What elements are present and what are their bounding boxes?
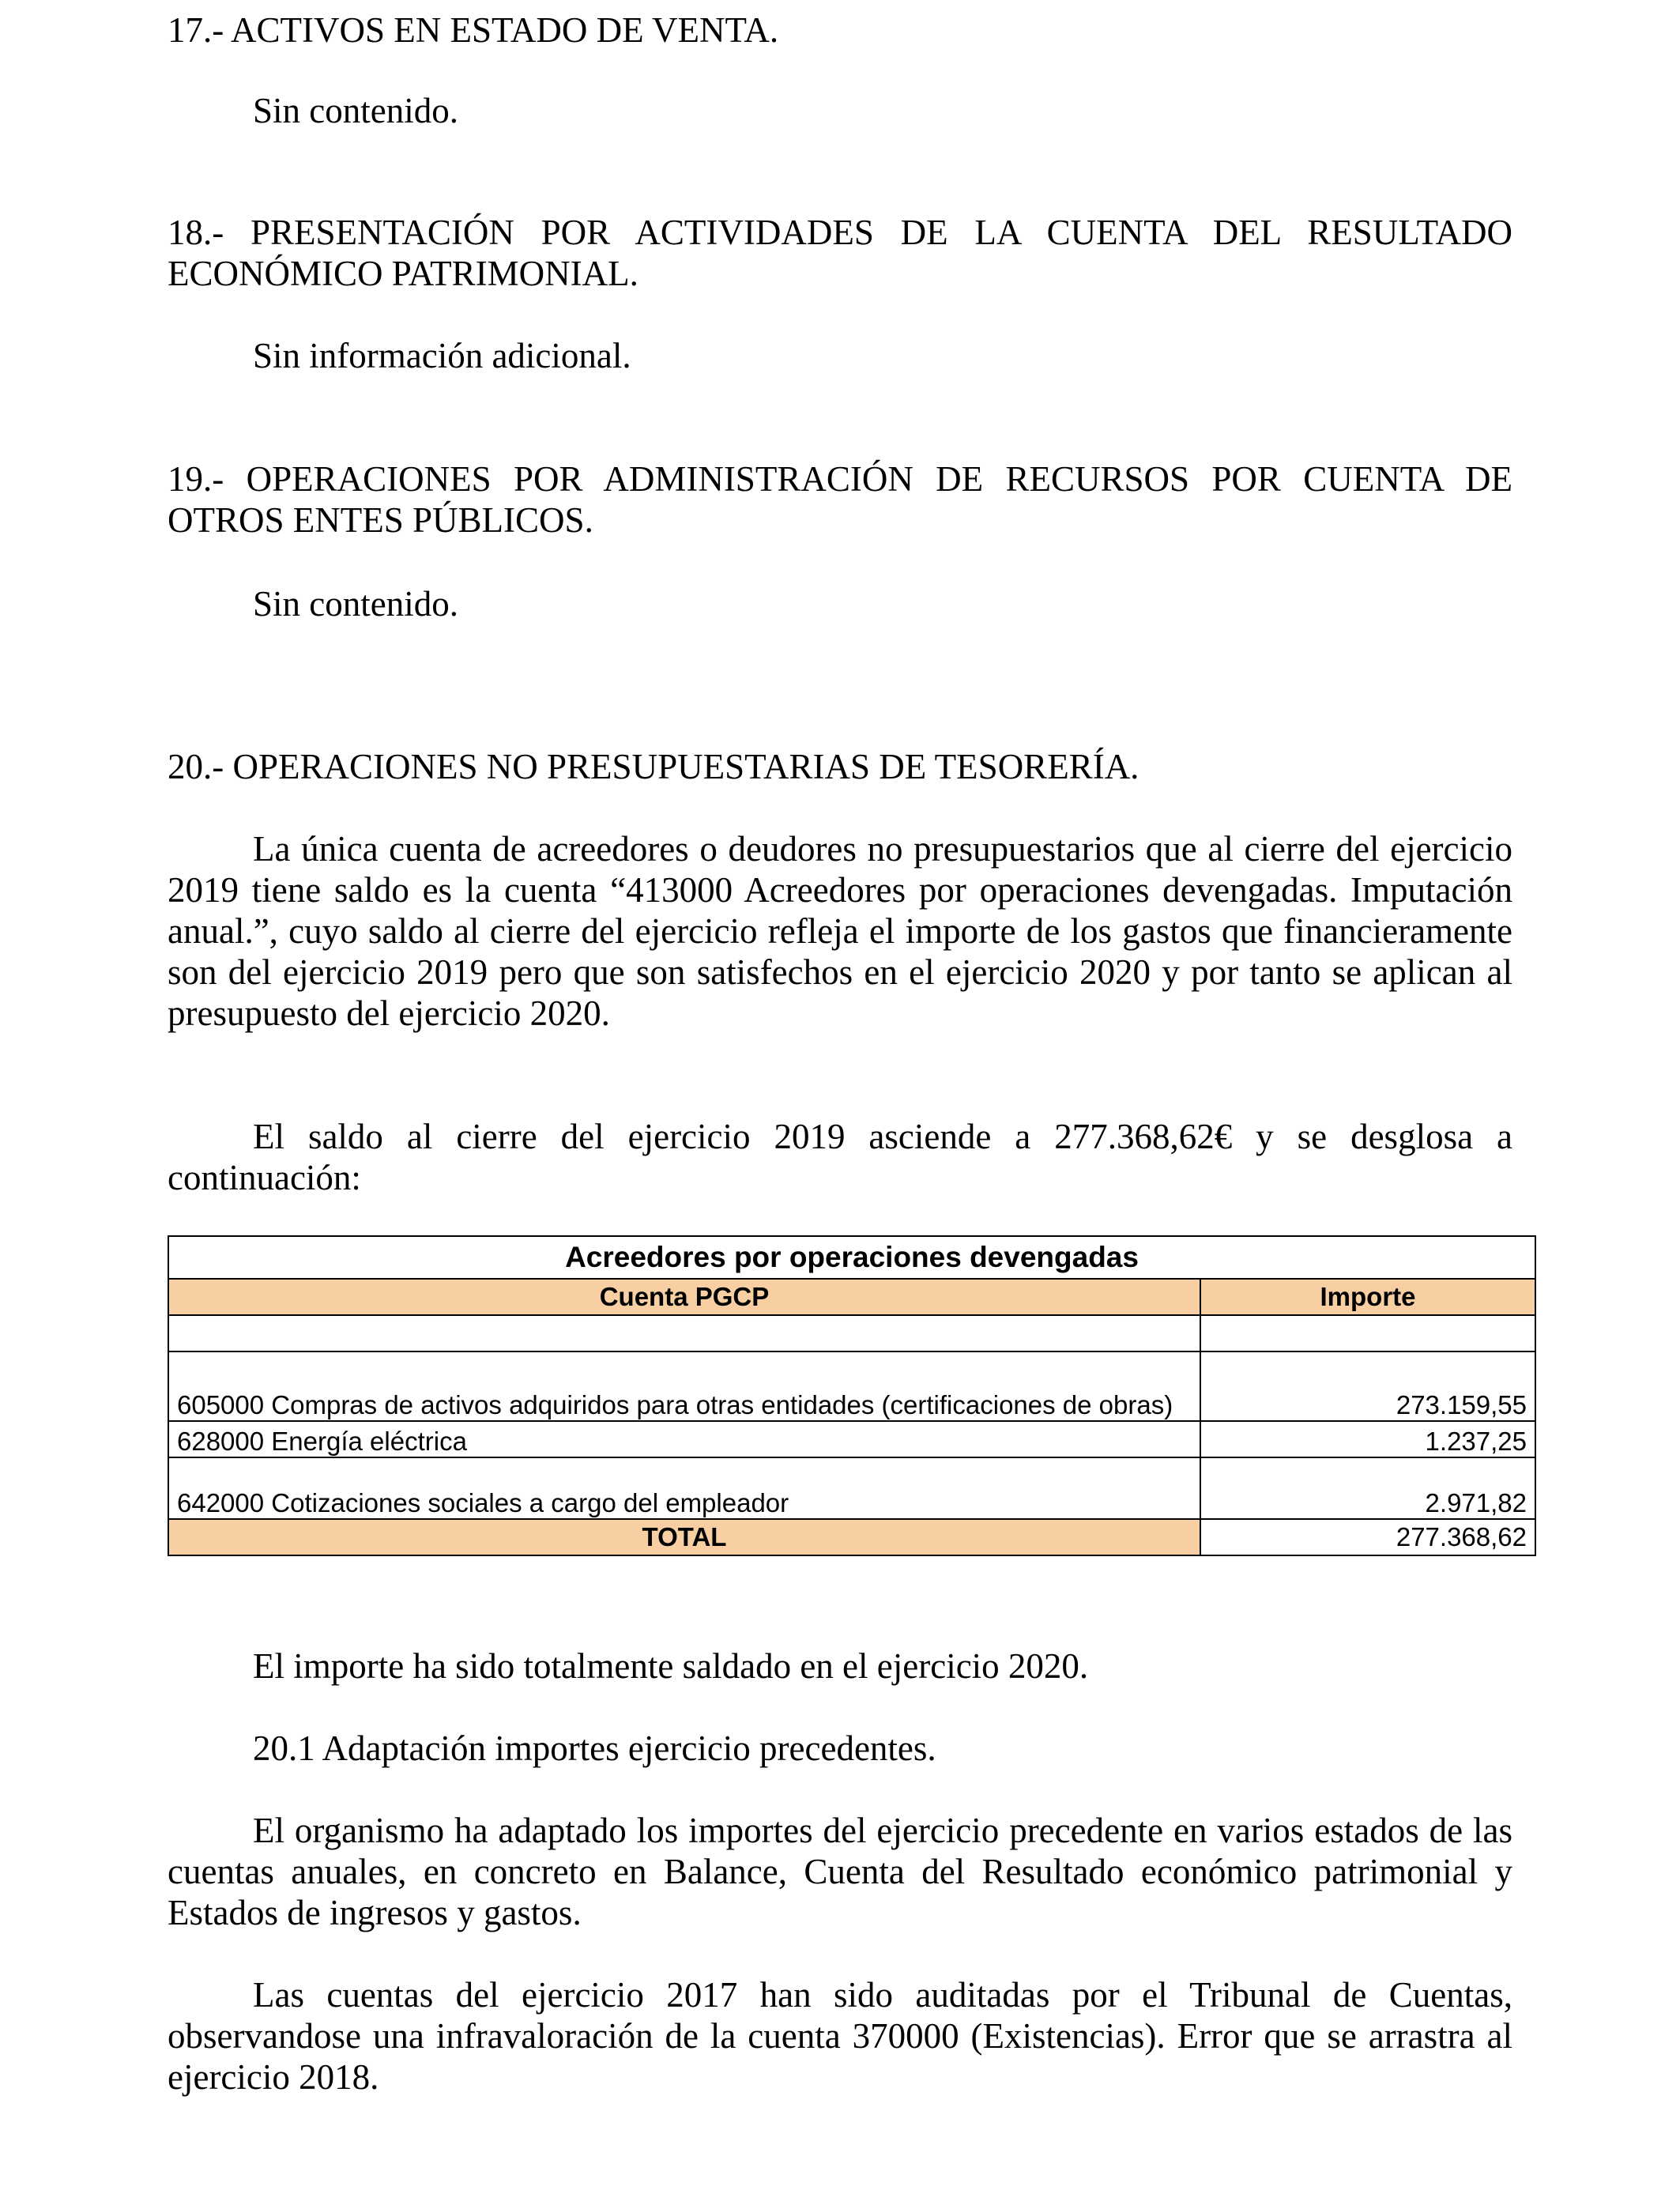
section-18-heading: 18.- PRESENTACIÓN POR ACTIVIDADES DE LA CUENTA DEL RESULTADO ECONÓMICO PATRIMONIAL. bbox=[168, 213, 1512, 293]
table-row bbox=[168, 1351, 1535, 1421]
section-19-body: Sin contenido. bbox=[253, 584, 458, 624]
section-20-heading: 20.- OPERACIONES NO PRESUPUESTARIAS DE TESORERÍA. bbox=[168, 747, 1139, 786]
account-cell: 642000 Cotizaciones sociales a cargo del empleador bbox=[168, 1457, 1200, 1519]
column-header-account: Cuenta PGCP bbox=[168, 1279, 1200, 1315]
section-19-heading: 19.- OPERACIONES POR ADMINISTRACIÓN DE RECURSOS POR CUENTA DE OTROS ENTES PÚBLICOS. bbox=[168, 459, 1512, 540]
section-20-paragraph-3: El importe ha sido totalmente saldado en el ejercicio 2020. bbox=[253, 1646, 1089, 1686]
section-20-paragraph-1: La única cuenta de acreedores o deudores no presupuestarios que al cierre del ejercicio 2019 tiene saldo es la cuenta “413000 Acreedores por operaciones devengadas. Imputación anual.”, cuyo saldo al cierre del ejercicio refleja el importe de los gastos que financieramente son del ejercicio 2019 pero que son satisfechos en el ejercicio 2020 y por tanto se aplican al presupuesto del ejercicio 2020. bbox=[168, 829, 1512, 1033]
section-20-1-paragraph-2: Las cuentas del ejercicio 2017 han sido auditadas por el Tribunal de Cuentas, observandose una infravaloración de la cuenta 370000 (Existencias). Error que se arrastra al ejercicio 2018. bbox=[168, 1975, 1512, 2097]
section-17-body: Sin contenido. bbox=[253, 91, 458, 130]
section-17-heading: 17.- ACTIVOS EN ESTADO DE VENTA. bbox=[168, 10, 779, 50]
amount-cell: 2.971,82 bbox=[1200, 1457, 1535, 1519]
total-label: TOTAL bbox=[168, 1519, 1200, 1555]
amount-cell: 1.237,25 bbox=[1200, 1421, 1535, 1457]
table-title: Acreedores por operaciones devengadas bbox=[168, 1236, 1535, 1279]
account-cell: 628000 Energía eléctrica bbox=[168, 1421, 1200, 1457]
section-18-body: Sin información adicional. bbox=[253, 336, 631, 375]
section-20-1-paragraph-1: El organismo ha adaptado los importes del ejercicio precedente en varios estados de las cuentas anuales, en concreto en Balance, Cuenta del Resultado económico patrimonial y Estados de ingresos y gastos. bbox=[168, 1811, 1512, 1932]
amount-cell: 273.159,55 bbox=[1200, 1351, 1535, 1421]
section-20-paragraph-2: El saldo al cierre del ejercicio 2019 asciende a 277.368,62€ y se desglosa a continuación: bbox=[168, 1117, 1512, 1197]
creditors-table bbox=[168, 1235, 1536, 1556]
column-header-amount: Importe bbox=[1200, 1279, 1535, 1315]
table-total-row bbox=[168, 1519, 1535, 1555]
table-row bbox=[168, 1457, 1535, 1519]
total-amount: 277.368,62 bbox=[1200, 1519, 1535, 1555]
account-cell: 605000 Compras de activos adquiridos para otras entidades (certificaciones de obras) bbox=[168, 1351, 1200, 1421]
table-blank-row bbox=[168, 1315, 1535, 1351]
table-row bbox=[168, 1421, 1535, 1457]
section-20-1-heading: 20.1 Adaptación importes ejercicio precedentes. bbox=[253, 1728, 936, 1768]
